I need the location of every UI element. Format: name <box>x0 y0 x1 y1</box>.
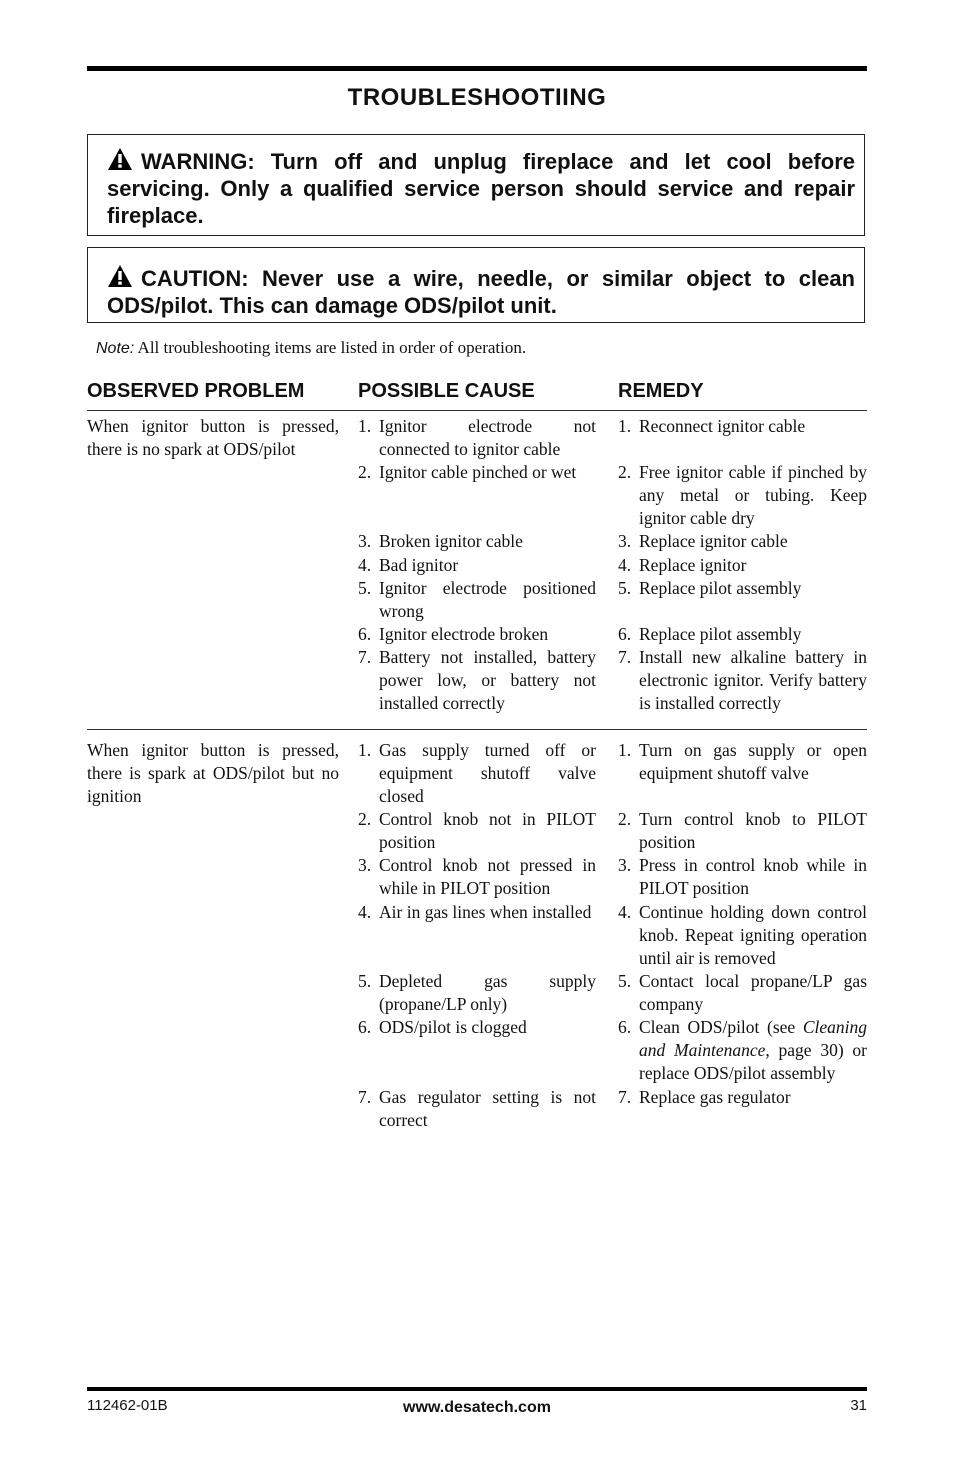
row-1-remedy-4: 4. Replace ignitor <box>618 555 747 575</box>
website-link[interactable]: www.desatech.com <box>403 1399 551 1416</box>
row-2-cause-6: 6. ODS/pilot is clogged <box>358 1017 527 1037</box>
top-rule <box>87 66 867 71</box>
page-number: 31 <box>850 1397 867 1414</box>
warning-text: WARNING: Turn off and unplug fireplace and let cool before servicing. Only a qualified service person should service and repair fireplace. <box>107 149 855 228</box>
row-2-cause-2: 2. Control knob not in PILOT position <box>358 809 596 852</box>
row-1-cause-6: 6. Ignitor electrode broken <box>358 624 549 644</box>
page-title: TROUBLESHOOTIING <box>347 84 607 111</box>
row-2-remedy-4: 4. Continue holding down control knob. Repeat igniting operation until air is removed <box>618 902 867 968</box>
warning-triangle-icon <box>107 147 133 171</box>
row-2-problem: When ignitor button is pressed, there is spark at ODS/pilot but no ignition <box>87 740 339 806</box>
manual-section-reference: Cleaning and Maintenance <box>639 1017 867 1060</box>
row-1-cause-1: 1. Ignitor electrode not connected to ignitor cable <box>358 416 596 459</box>
row-1-remedy-6: 6. Replace pilot assembly <box>618 624 802 644</box>
row-2-cause-5: 5. Depleted gas supply (propane/LP only) <box>358 971 596 1014</box>
warning-box <box>87 134 865 236</box>
row-2-remedy-2: 2. Turn control knob to PILOT position <box>618 809 867 852</box>
row-1-cause-4: 4. Bad ignitor <box>358 555 459 575</box>
note-text: All troubleshooting items are listed in order of operation. <box>134 338 527 357</box>
header-observed-problem: OBSERVED PROBLEM <box>87 380 305 402</box>
header-possible-cause: POSSIBLE CAUSE <box>358 380 535 402</box>
row-2-remedy-6: 6. Clean ODS/pilot (see Cleaning and Maintenance, page 30) or replace ODS/pilot assembly <box>618 1017 867 1083</box>
row-1-problem: When ignitor button is pressed, there is no spark at ODS/pilot <box>87 416 339 459</box>
row-2-remedy-1: 1. Turn on gas supply or open equipment shutoff valve <box>618 740 867 783</box>
row-1-remedy-7: 7. Install new alkaline battery in electronic ignitor. Verify battery is installed correctly <box>618 647 867 713</box>
row-1-remedy-2: 2. Free ignitor cable if pinched by any metal or tubing. Keep ignitor cable dry <box>618 462 867 528</box>
bottom-rule <box>87 1387 867 1391</box>
row-2-cause-4: 4. Air in gas lines when installed <box>358 902 592 922</box>
header-rule <box>87 410 867 411</box>
row-1-cause-7: 7. Battery not installed, battery power low, or battery not installed correctly <box>358 647 596 713</box>
caution-box <box>87 247 865 323</box>
row-2-cause-3: 3. Control knob not pressed in while in PILOT position <box>358 855 596 898</box>
row-1-cause-2: 2. Ignitor cable pinched or wet <box>358 462 577 482</box>
warning-triangle-icon <box>107 264 133 288</box>
row-1-cause-3: 3. Broken ignitor cable <box>358 531 523 551</box>
row-2-cause-1: 1. Gas supply turned off or equipment shutoff valve closed <box>358 740 596 806</box>
document-number: 112462-01B <box>87 1397 168 1414</box>
row-1-remedy-5: 5. Replace pilot assembly <box>618 578 802 598</box>
row-2-remedy-3: 3. Press in control knob while in PILOT position <box>618 855 867 898</box>
caution-text: CAUTION: Never use a wire, needle, or similar object to clean ODS/pilot. This can damage ODS/pilot unit. <box>107 266 855 318</box>
note-label: Note: <box>96 340 135 357</box>
row-rule <box>87 729 867 730</box>
row-1-remedy-1: 1. Reconnect ignitor cable <box>618 416 806 436</box>
row-2-remedy-7: 7. Replace gas regulator <box>618 1087 791 1107</box>
note <box>96 338 526 358</box>
row-2-remedy-5: 5. Contact local propane/LP gas company <box>618 971 867 1014</box>
row-1-cause-5: 5. Ignitor electrode positioned wrong <box>358 578 596 621</box>
row-1-remedy-3: 3. Replace ignitor cable <box>618 531 788 551</box>
row-2-cause-7: 7. Gas regulator setting is not correct <box>358 1087 596 1130</box>
header-remedy: REMEDY <box>618 380 704 402</box>
